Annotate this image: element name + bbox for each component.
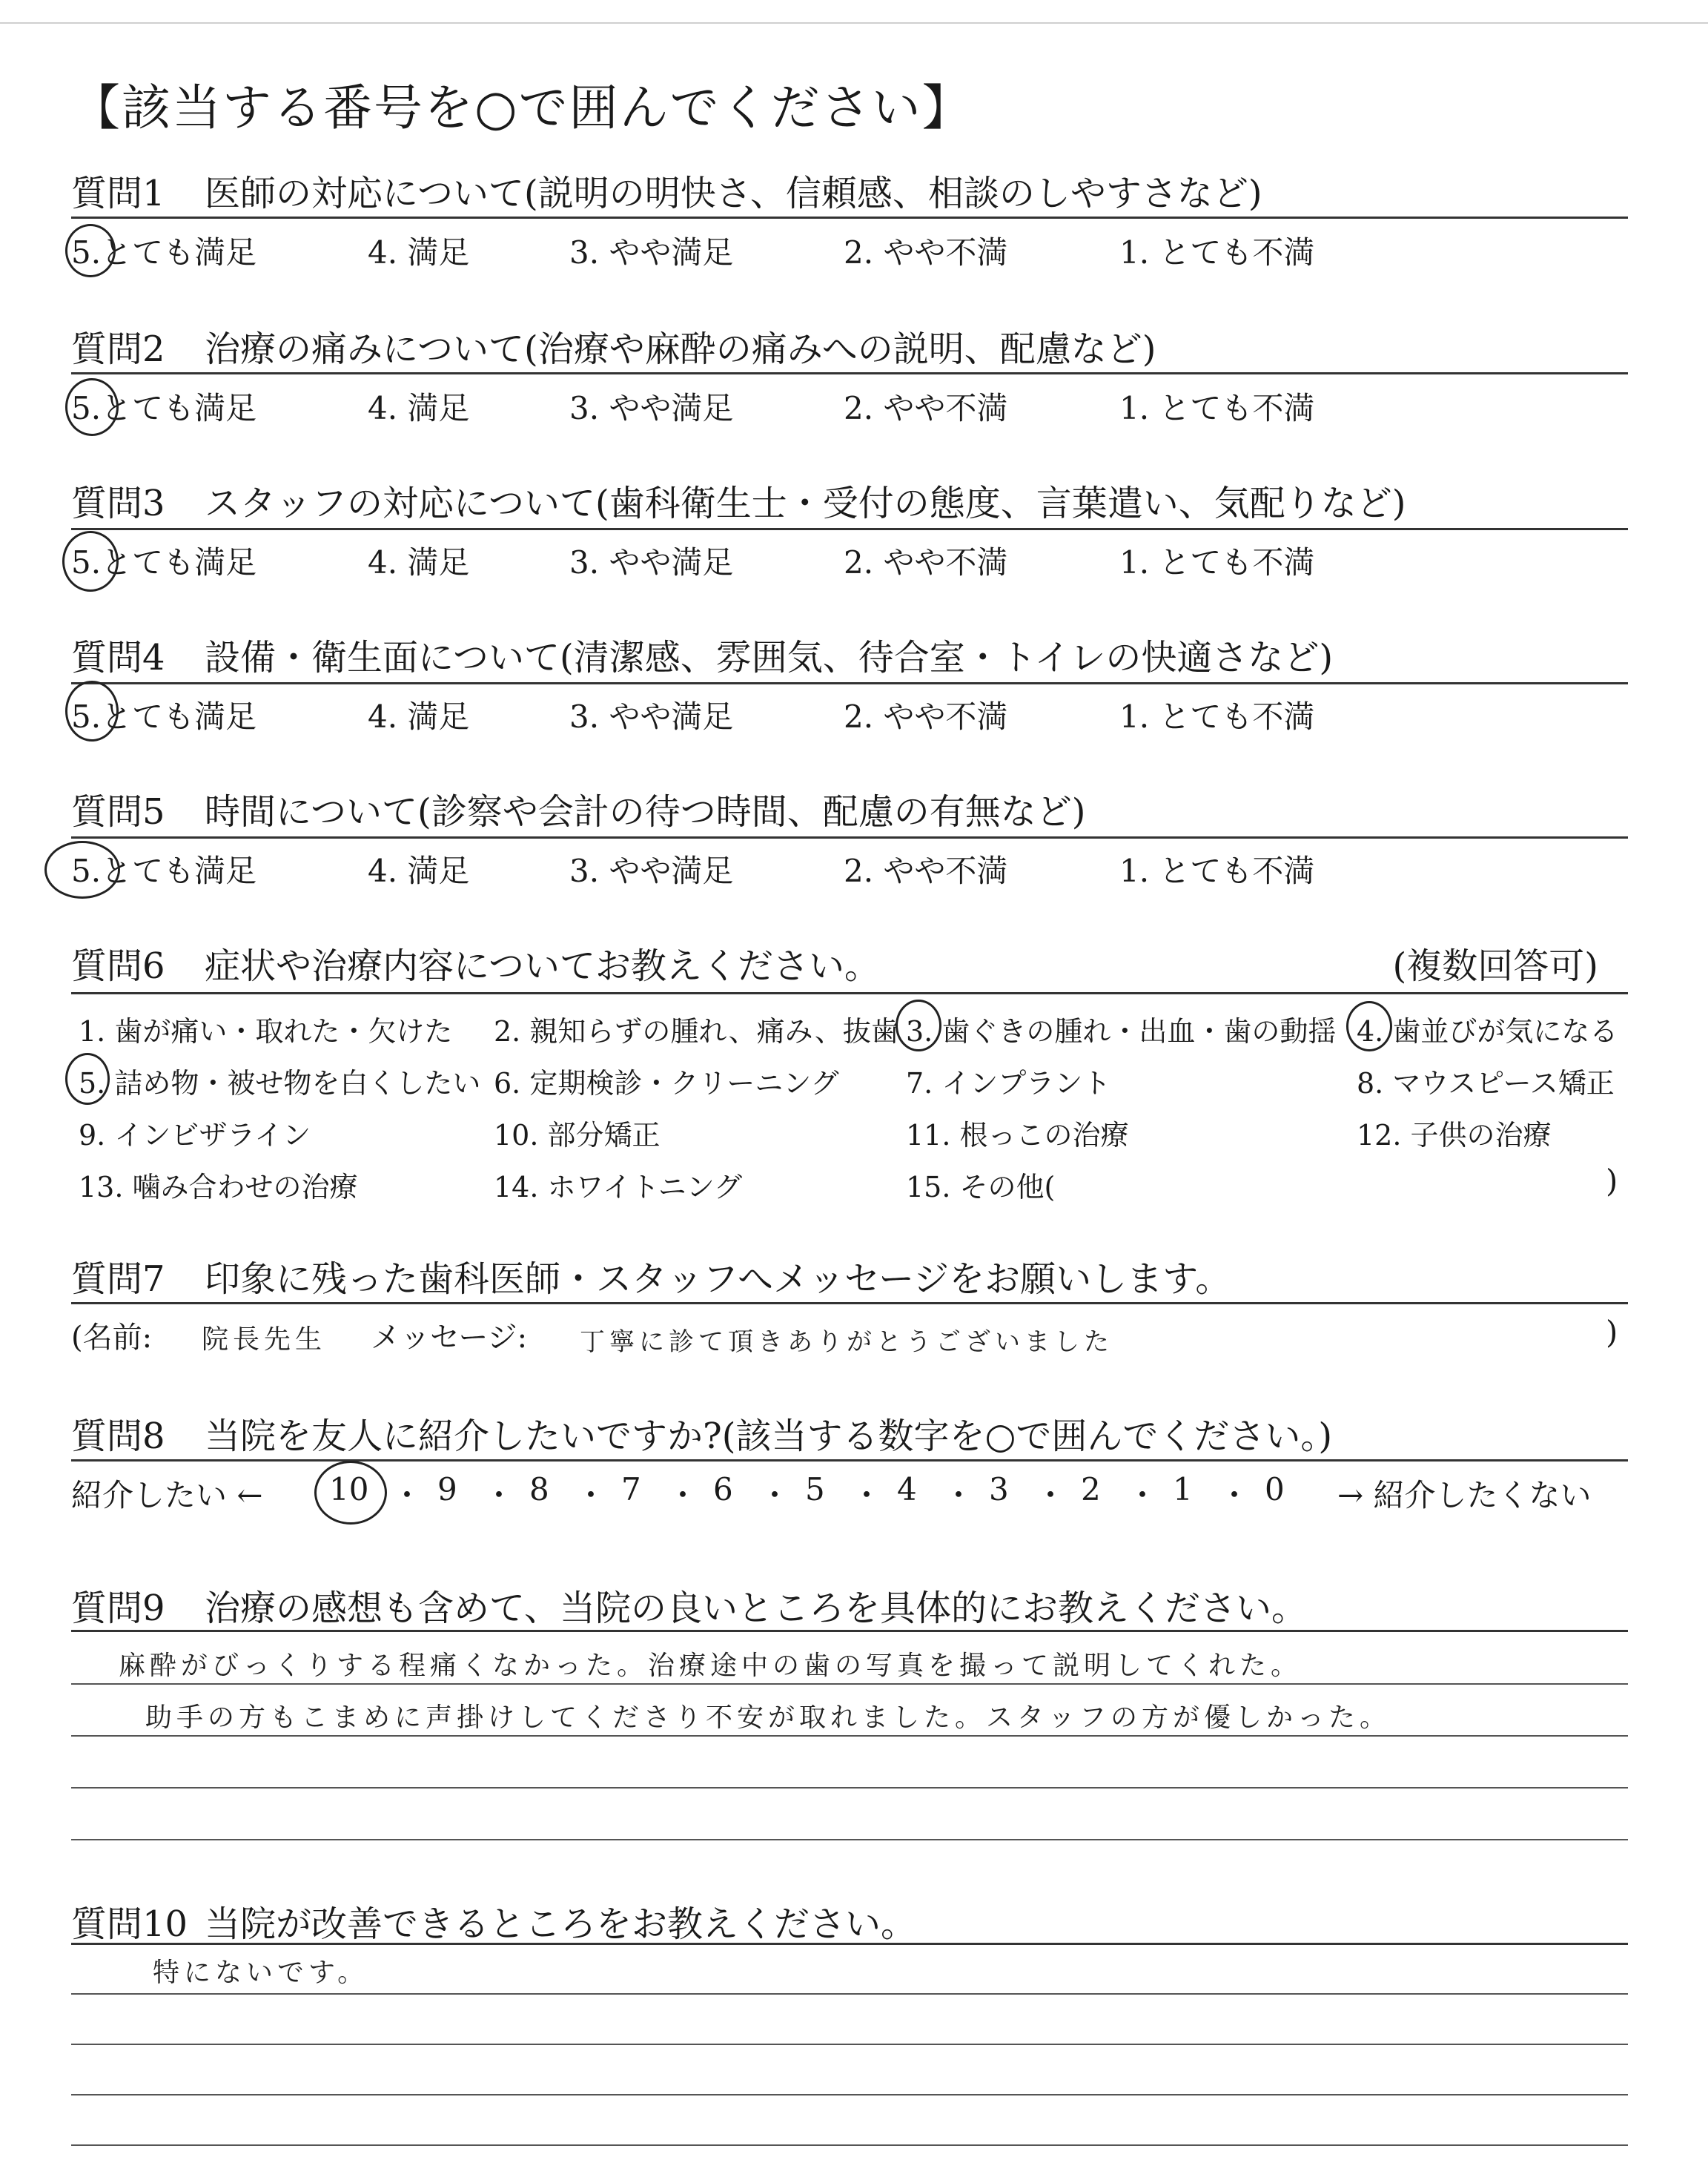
selection-circle — [65, 681, 119, 742]
question-number: 質問5 — [71, 791, 165, 833]
option-1[interactable]: 1. とても不満 — [1119, 698, 1315, 735]
question-text: 当院を友人に紹介したいですか?(該当する数字を○で囲んでください。) — [205, 1416, 1333, 1457]
question-text: 印象に残った歯科医師・スタッフへメッセージをお願いします。 — [205, 1258, 1231, 1300]
scale-value-2[interactable]: 2 — [1081, 1471, 1101, 1507]
option-1[interactable]: 1. とても不満 — [1119, 853, 1315, 889]
q6-item[interactable]: 9. インビザライン — [79, 1119, 311, 1152]
divider — [71, 1943, 1628, 1945]
question-10 — [71, 1895, 916, 1946]
q6-item[interactable]: 6. 定期検診・クリーニング — [494, 1067, 839, 1100]
q6-item[interactable]: 3. 歯ぐきの腫れ・出血・歯の動揺 — [906, 1015, 1337, 1048]
form-title: 【該当する番号を○で囲んでください】 — [71, 79, 973, 136]
scale-separator: ・ — [759, 1477, 791, 1513]
question-number: 質問1 — [71, 173, 165, 214]
scale-separator: ・ — [943, 1477, 975, 1513]
question-6 — [71, 937, 1598, 988]
option-2[interactable]: 2. やや不満 — [844, 853, 1008, 889]
option-2[interactable]: 2. やや不満 — [844, 234, 1008, 271]
question-2 — [71, 320, 1156, 371]
question-text: 治療の感想も含めて、当院の良いところを具体的にお教えください。 — [205, 1588, 1308, 1629]
option-4[interactable]: 4. 満足 — [368, 853, 470, 889]
scale-separator: ・ — [1127, 1477, 1159, 1513]
message-label: メッセージ: — [371, 1321, 528, 1355]
q6-item[interactable]: 7. インプラント — [906, 1067, 1111, 1100]
top-border — [0, 22, 1708, 24]
question-text: 時間について(診察や会計の待つ時間、配慮の有無など) — [205, 791, 1086, 833]
q6-item[interactable]: 10. 部分矯正 — [494, 1119, 661, 1152]
question-3 — [71, 475, 1406, 526]
recommend-scale — [71, 1471, 1628, 1516]
option-1[interactable]: 1. とても不満 — [1119, 390, 1315, 426]
answer-line — [71, 2044, 1628, 2045]
divider — [71, 1630, 1628, 1632]
question-number: 質問8 — [71, 1416, 165, 1457]
question-text: 設備・衛生面について(清潔感、雰囲気、待合室・トイレの快適さなど) — [205, 637, 1334, 678]
selection-circle — [896, 1000, 941, 1051]
option-3[interactable]: 3. やや満足 — [569, 698, 734, 735]
answer-line-1[interactable]: 麻酔がびっくりする程痛くなかった。治療途中の歯の写真を撮って説明してくれた。 — [119, 1651, 1302, 1681]
answer-line — [71, 1787, 1628, 1789]
q6-item[interactable]: 4. 歯並びが気になる — [1357, 1015, 1618, 1048]
selection-circle — [314, 1461, 387, 1525]
scale-value-7[interactable]: 7 — [621, 1471, 641, 1507]
scale-separator: ・ — [391, 1477, 423, 1513]
divider — [71, 217, 1628, 219]
question-number: 質問6 — [71, 945, 165, 987]
q6-item[interactable]: 12. 子供の治療 — [1357, 1119, 1552, 1152]
scale-separator: ・ — [575, 1477, 607, 1513]
answer-line — [71, 2144, 1628, 2146]
question-4 — [71, 629, 1333, 680]
option-3[interactable]: 3. やや満足 — [569, 234, 734, 271]
divider — [71, 682, 1628, 684]
answer-line — [71, 2094, 1628, 2095]
rating-options-3 — [71, 538, 1628, 583]
q6-item[interactable]: 8. マウスピース矯正 — [1357, 1067, 1615, 1100]
selection-circle — [65, 1053, 110, 1105]
scale-value-5[interactable]: 5 — [805, 1471, 825, 1507]
divider — [71, 372, 1628, 374]
answer-line — [71, 1993, 1628, 1995]
q6-item[interactable]: 15. その他( — [906, 1171, 1056, 1203]
option-1[interactable]: 1. とても不満 — [1119, 544, 1315, 581]
divider — [71, 836, 1628, 839]
question-9 — [71, 1579, 1307, 1631]
question-text: 医師の対応について(説明の明快さ、信頼感、相談のしやすさなど) — [205, 173, 1262, 214]
question-number: 質問4 — [71, 637, 165, 678]
answer-line-2[interactable]: 助手の方もこまめに声掛けしてくださり不安が取れました。スタッフの方が優しかった。 — [145, 1702, 1391, 1733]
option-2[interactable]: 2. やや不満 — [844, 390, 1008, 426]
question-number: 質問10 — [71, 1903, 188, 1945]
scale-left-label: 紹介したい ← — [71, 1477, 263, 1513]
option-4[interactable]: 4. 満足 — [368, 390, 470, 426]
divider — [71, 1302, 1628, 1304]
rating-options-2 — [71, 384, 1628, 429]
scale-right-label: → 紹介したくない — [1337, 1477, 1592, 1513]
selection-circle — [65, 224, 116, 277]
selection-circle — [62, 531, 119, 592]
option-2[interactable]: 2. やや不満 — [844, 698, 1008, 735]
option-4[interactable]: 4. 満足 — [368, 698, 470, 735]
rating-options-5 — [71, 847, 1628, 891]
q6-item[interactable]: 11. 根っこの治療 — [906, 1119, 1129, 1152]
name-field[interactable]: 院長先生 — [202, 1324, 327, 1355]
selection-circle — [44, 841, 120, 899]
answer-line — [71, 1735, 1628, 1737]
question-8 — [71, 1407, 1332, 1459]
scale-value-9[interactable]: 9 — [437, 1471, 457, 1507]
q6-item[interactable]: 14. ホワイトニング — [494, 1171, 743, 1203]
q6-item[interactable]: 1. 歯が痛い・取れた・欠けた — [79, 1015, 453, 1048]
option-5[interactable]: 5.とても満足 — [71, 234, 257, 271]
answer-line — [71, 1683, 1628, 1685]
option-4[interactable]: 4. 満足 — [368, 544, 470, 581]
scale-value-10[interactable]: 10 — [329, 1471, 369, 1507]
question-number: 質問9 — [71, 1588, 165, 1629]
question-text: 症状や治療内容についてお教えください。 — [205, 945, 881, 987]
divider — [71, 528, 1628, 530]
answer-line-1[interactable]: 特にないです。 — [153, 1958, 369, 1988]
scale-value-3[interactable]: 3 — [989, 1471, 1009, 1507]
rating-options-4 — [71, 693, 1628, 737]
question-number: 質問2 — [71, 328, 165, 370]
scale-value-6[interactable]: 6 — [713, 1471, 733, 1507]
close-paren: ) — [1606, 1314, 1618, 1350]
option-4[interactable]: 4. 満足 — [368, 234, 470, 271]
q6-item[interactable]: 5. 詰め物・被せ物を白くしたい — [79, 1067, 481, 1100]
scale-value-1[interactable]: 1 — [1173, 1471, 1193, 1507]
q6-item[interactable]: 2. 親知らずの腫れ、痛み、抜歯 — [494, 1015, 899, 1048]
name-label: (名前: — [71, 1321, 153, 1355]
question-text: 当院が改善できるところをお教えください。 — [205, 1903, 917, 1945]
question-number: 質問3 — [71, 483, 165, 524]
question-text: 治療の痛みについて(治療や麻酔の痛みへの説明、配慮など) — [205, 328, 1156, 370]
option-5[interactable]: 5.とても満足 — [71, 698, 257, 735]
option-3[interactable]: 3. やや満足 — [569, 544, 734, 581]
scale-separator: ・ — [1219, 1477, 1251, 1513]
question-7 — [71, 1250, 1231, 1301]
scale-separator: ・ — [1035, 1477, 1067, 1513]
option-2[interactable]: 2. やや不満 — [844, 544, 1008, 581]
question-text: スタッフの対応について(歯科衛生士・受付の態度、言葉遣い、気配りなど) — [205, 483, 1406, 524]
scale-value-8[interactable]: 8 — [529, 1471, 549, 1507]
option-5[interactable]: 5.とても満足 — [71, 390, 257, 426]
option-5[interactable]: 5.とても満足 — [71, 544, 257, 581]
divider — [71, 1459, 1628, 1462]
question-1 — [71, 165, 1262, 216]
selection-circle — [1346, 1001, 1392, 1051]
multiple-answer-note: (複数回答可) — [1392, 945, 1598, 987]
scale-separator: ・ — [667, 1477, 699, 1513]
option-3[interactable]: 3. やや満足 — [569, 853, 734, 889]
message-field[interactable]: 丁寧に診て頂きありがとうございました — [580, 1327, 1113, 1357]
option-1[interactable]: 1. とても不満 — [1119, 234, 1315, 271]
close-paren: ) — [1606, 1163, 1618, 1199]
scale-separator: ・ — [483, 1477, 515, 1513]
question-5 — [71, 783, 1086, 834]
selection-circle — [65, 378, 119, 436]
option-5[interactable]: 5.とても満足 — [71, 853, 257, 889]
answer-line — [71, 1839, 1628, 1840]
rating-options-1 — [71, 228, 1628, 273]
scale-separator: ・ — [851, 1477, 883, 1513]
q6-item[interactable]: 13. 噛み合わせの治療 — [79, 1171, 358, 1203]
divider — [71, 992, 1628, 994]
scale-value-4[interactable]: 4 — [897, 1471, 917, 1507]
scale-value-0[interactable]: 0 — [1265, 1471, 1285, 1507]
question-number: 質問7 — [71, 1258, 165, 1300]
option-3[interactable]: 3. やや満足 — [569, 390, 734, 426]
